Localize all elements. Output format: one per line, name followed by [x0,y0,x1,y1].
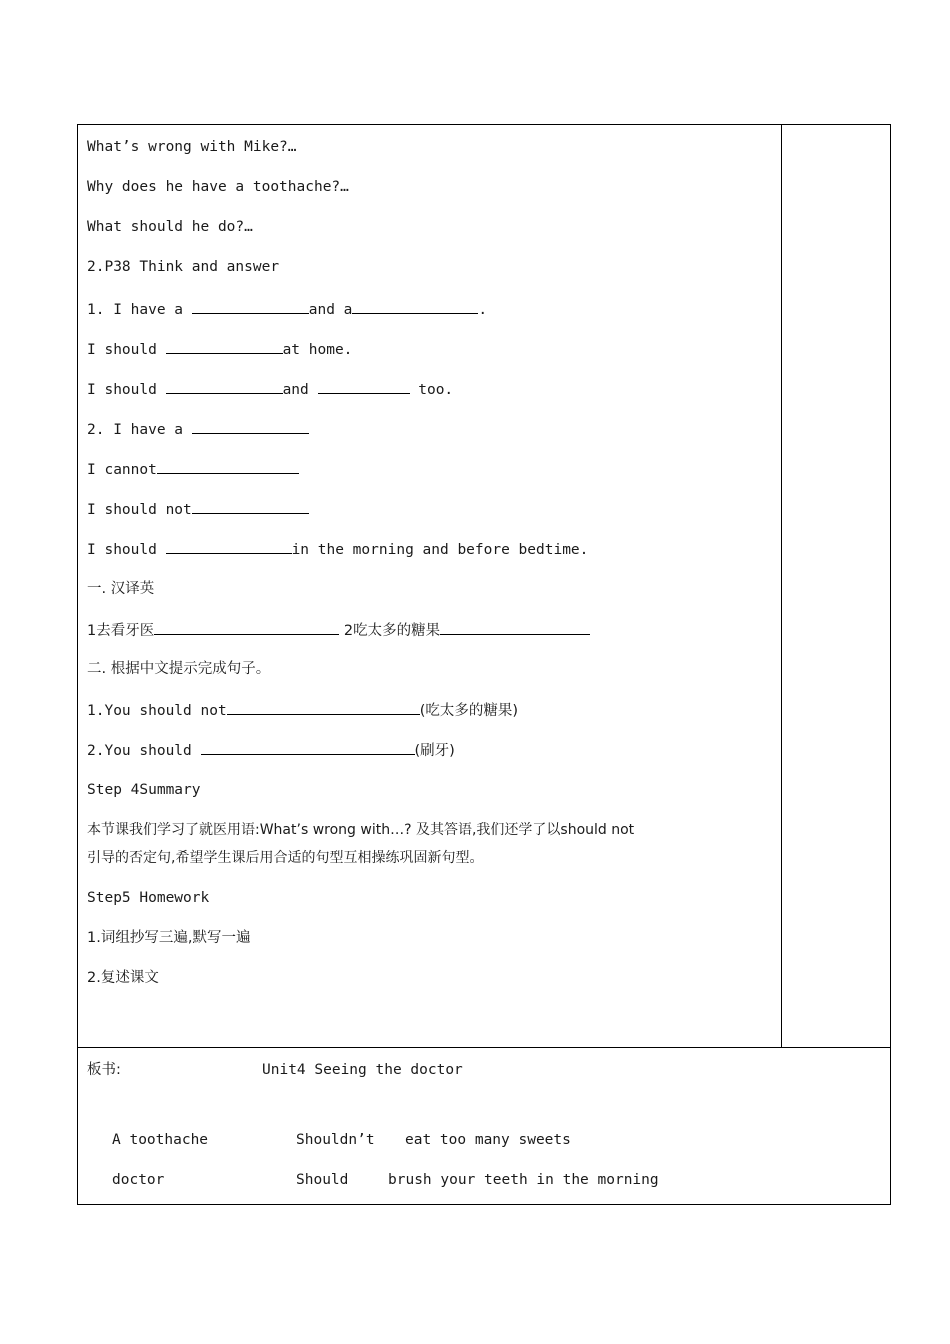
board-cell: brush your teeth in the morning [388,1172,659,1188]
text: I should not [87,502,192,518]
text: 1.You should not [87,703,227,719]
section-heading: 一. 汉译英 [87,581,155,597]
text: at home. [282,342,353,358]
question-line: What’s wrong with Mike?… [87,139,297,155]
homework-item: 2.复述课文 [87,970,159,986]
section-heading: 2.P38 Think and answer [87,259,280,275]
board-title: Unit4 Seeing the doctor [262,1062,463,1078]
exercise-line [87,419,309,439]
exercise-line [87,299,487,319]
text: 2. I have a [87,422,192,438]
board-cell: A toothache [112,1132,209,1148]
board-label: 板书: [87,1062,121,1078]
board-cell: Should [296,1172,349,1188]
answer-blank[interactable] [154,620,339,635]
text: 2.You should [87,743,201,759]
text: . [478,302,488,318]
summary-text: 引导的否定句,希望学生课后用合适的句型互相操练巩固新句型。 [87,850,484,866]
column-divider [781,125,782,1047]
question-line: What should he do?… [87,219,253,235]
answer-blank[interactable] [166,539,292,554]
text: I should [87,382,166,398]
hint: (吃太多的糖果) [419,703,519,719]
board-cell: doctor [112,1172,165,1188]
exercise-line [87,539,588,559]
exercise-line [87,620,590,640]
board-cell: Shouldn’t [296,1132,375,1148]
summary-text: 本节课我们学习了就医用语:What’s wrong with…? 及其答语,我们还学了以should not [87,822,635,838]
text: 2吃太多的糖果 [343,623,441,639]
answer-blank[interactable] [318,379,410,394]
section-heading: Step5 Homework [87,890,210,906]
answer-blank[interactable] [201,740,415,755]
row-divider [78,1047,890,1048]
text: I should [87,342,166,358]
text: I should [87,542,166,558]
text: too. [409,382,454,398]
answer-blank[interactable] [440,620,590,635]
answer-blank[interactable] [192,419,309,434]
text: in the morning and before bedtime. [291,542,589,558]
exercise-line [87,459,299,479]
exercise-line [87,740,455,760]
answer-blank[interactable] [192,299,309,314]
exercise-line [87,700,518,720]
answer-blank[interactable] [157,459,299,474]
answer-blank[interactable] [166,379,283,394]
answer-blank[interactable] [166,339,283,354]
exercise-line [87,499,309,519]
lesson-table [77,124,891,1205]
homework-item: 1.词组抄写三遍,默写一遍 [87,930,251,946]
hint: (刷牙) [414,743,455,759]
answer-blank[interactable] [192,499,309,514]
text: and [282,382,318,398]
board-cell: eat too many sweets [405,1132,571,1148]
exercise-line [87,379,453,399]
exercise-line [87,339,352,359]
text: 1. I have a [87,302,192,318]
section-heading: Step 4Summary [87,782,201,798]
text: and a [308,302,353,318]
text: 1去看牙医 [87,623,155,639]
answer-blank[interactable] [352,299,478,314]
answer-blank[interactable] [227,700,420,715]
section-heading: 二. 根据中文提示完成句子。 [87,661,271,677]
text: I cannot [87,462,157,478]
question-line: Why does he have a toothache?… [87,179,349,195]
